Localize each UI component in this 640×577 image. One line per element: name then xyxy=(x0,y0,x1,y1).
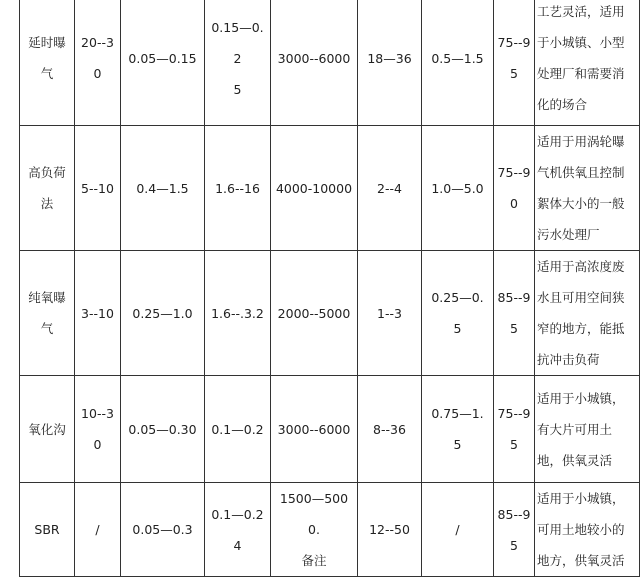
process-parameter-table xyxy=(19,0,640,577)
table-cell-process-name: SBR xyxy=(20,483,75,577)
table-cell-value-e: 1--3 xyxy=(358,251,422,376)
table-cell-applicability-note: 适用于小城镇， 有大片可用土 地，供氧灵活 xyxy=(535,376,640,483)
table-cell-value-g: 75--9 5 xyxy=(494,0,535,126)
table-cell-value-f: 0.5—1.5 xyxy=(422,0,494,126)
table-cell-value-d: 4000-10000 xyxy=(271,126,358,251)
table-cell-process-name: 氧化沟 xyxy=(20,376,75,483)
table-cell-value-g: 85--9 5 xyxy=(494,251,535,376)
table-cell-value-a: 20--3 0 xyxy=(75,0,121,126)
table-cell-value-e: 8--36 xyxy=(358,376,422,483)
table-cell-applicability-note: 工艺灵活，适用 于小城镇、小型 处理厂和需要消 化的场合 xyxy=(535,0,640,126)
table-cell-value-d: 3000--6000 xyxy=(271,0,358,126)
table-cell-value-g: 85--9 5 xyxy=(494,483,535,577)
table-cell-applicability-note: 适用于高浓度废 水且可用空间狭 窄的地方，能抵 抗冲击负荷 xyxy=(535,251,640,376)
table-cell-value-c: 1.6--16 xyxy=(205,126,271,251)
table-cell-process-name: 高负荷 法 xyxy=(20,126,75,251)
table-body xyxy=(20,0,640,577)
table-cell-value-e: 2--4 xyxy=(358,126,422,251)
table-cell-value-f: 0.25—0. 5 xyxy=(422,251,494,376)
table-cell-applicability-note: 适用于小城镇， 可用土地较小的 地方，供氧灵活 xyxy=(535,483,640,577)
table-cell-value-c: 1.6--.3.2 xyxy=(205,251,271,376)
table-cell-value-b: 0.4—1.5 xyxy=(121,126,205,251)
table-row xyxy=(20,376,640,483)
table-cell-value-d: 1500—5000. 备注 xyxy=(271,483,358,577)
table-cell-value-f: / xyxy=(422,483,494,577)
table-cell-value-a: / xyxy=(75,483,121,577)
table-row xyxy=(20,483,640,577)
table-cell-value-c: 0.15—0.2 5 xyxy=(205,0,271,126)
table-cell-value-a: 3--10 xyxy=(75,251,121,376)
table-cell-value-g: 75--9 0 xyxy=(494,126,535,251)
table-cell-value-b: 0.05—0.15 xyxy=(121,0,205,126)
table-cell-value-a: 10--3 0 xyxy=(75,376,121,483)
table-cell-value-f: 1.0—5.0 xyxy=(422,126,494,251)
table-cell-process-name: 延时曝 气 xyxy=(20,0,75,126)
table-cell-process-name: 纯氧曝 气 xyxy=(20,251,75,376)
table-cell-value-b: 0.25—1.0 xyxy=(121,251,205,376)
table-cell-applicability-note: 适用于用涡轮曝 气机供氧且控制 絮体大小的一般 污水处理厂 xyxy=(535,126,640,251)
table-cell-value-d: 3000--6000 xyxy=(271,376,358,483)
table-cell-value-c: 0.1—0.24 xyxy=(205,483,271,577)
table-cell-value-b: 0.05—0.30 xyxy=(121,376,205,483)
table-row xyxy=(20,0,640,126)
table-cell-value-a: 5--10 xyxy=(75,126,121,251)
table-cell-value-d: 2000--5000 xyxy=(271,251,358,376)
table-cell-value-b: 0.05—0.3 xyxy=(121,483,205,577)
table-cell-value-f: 0.75—1. 5 xyxy=(422,376,494,483)
table-row xyxy=(20,251,640,376)
table-row xyxy=(20,126,640,251)
table-cell-value-c: 0.1—0.2 xyxy=(205,376,271,483)
table-cell-value-e: 12--50 xyxy=(358,483,422,577)
table-cell-value-g: 75--9 5 xyxy=(494,376,535,483)
table-cell-value-e: 18—36 xyxy=(358,0,422,126)
